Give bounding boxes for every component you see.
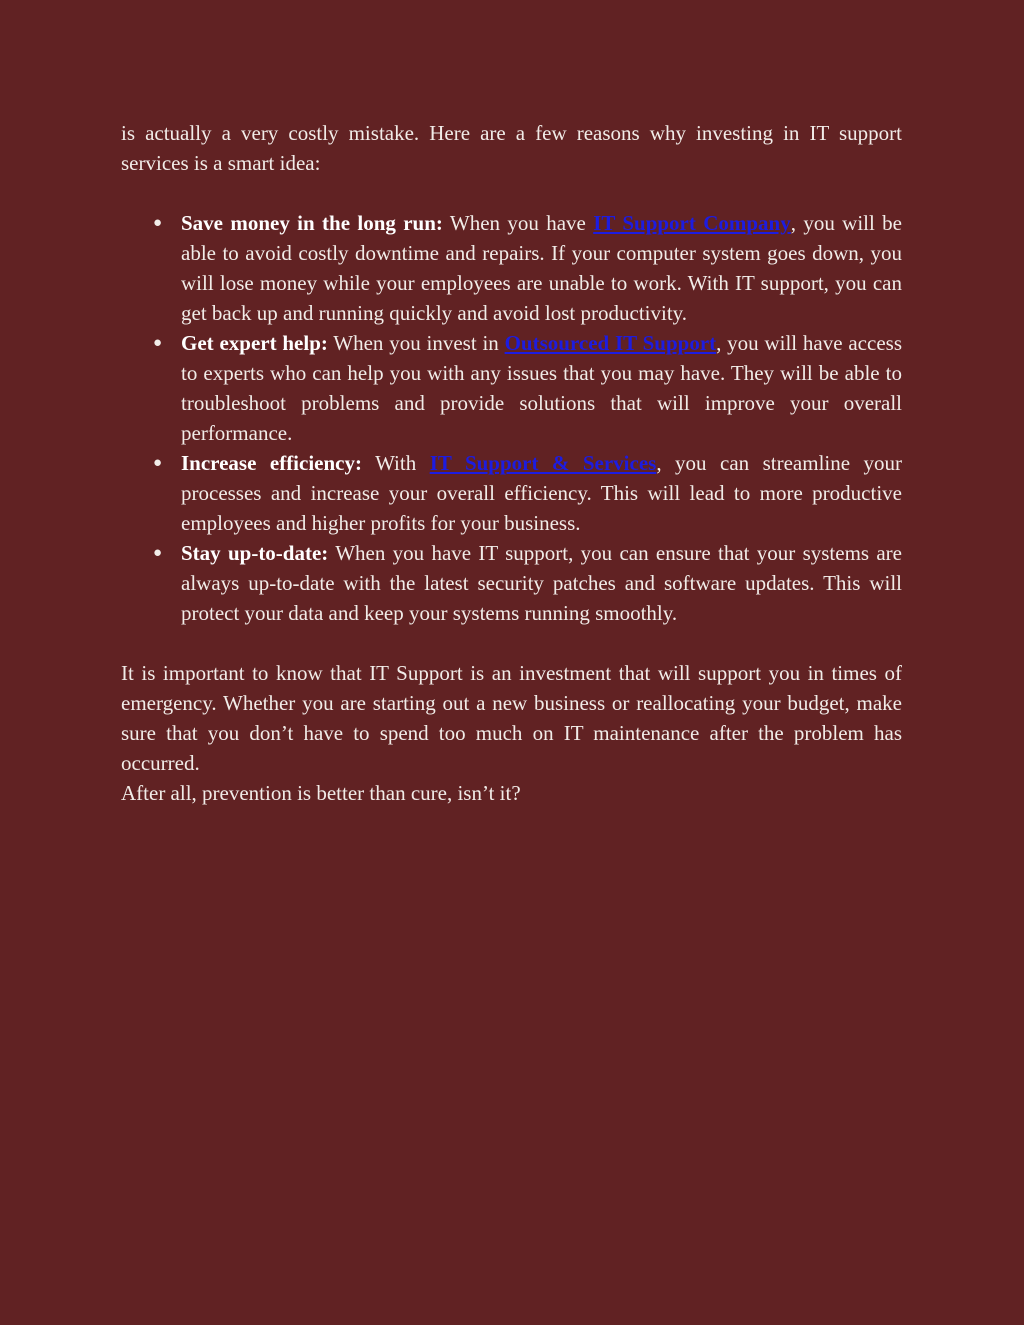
list-item-save-money [153,208,903,328]
list-item-up-to-date [153,538,902,628]
bullet-text: When you have IT support, you can ensure that your systems are always up-to-date with the latest security patches and software updates. This will protect your data and keep your systems running smoothly. [181,541,902,625]
bullet-heading: Stay up-to-date: [181,541,329,565]
bullet-text: When you invest in [327,331,505,355]
bullet-text: With [362,451,430,475]
bullet-text: When you have [442,211,594,235]
bullet-heading: Increase efficiency: [181,451,362,475]
bullet-text: , you will be able to avoid costly downtime and repairs. If your computer system goes down, you will lose money while your employees are unable to work. With IT support, you can get back up and running quickly and avoid lost productivity. [181,211,903,325]
spacer [121,178,902,208]
spacer [121,628,902,658]
intro-paragraph: is actually a very costly mistake. Here are a few reasons why investing in IT support services is a smart idea: [121,121,902,175]
bullet-icon: ● [153,545,163,561]
document-body [121,118,902,808]
bullet-icon: ● [153,455,163,471]
it-support-services-link[interactable]: IT Support & Services [429,451,657,475]
bullet-text: , you can streamline your processes and increase your overall efficiency. This will lead to more productive employees and higher profits for your business. [181,451,903,535]
closing-paragraph: It is important to know that IT Support is an investment that will support you in times of emergency. Whether you are starting out a new business or reallocating your budget, make sure that you don’t have to spend too much on IT maintenance after the problem has occurred. [121,661,902,775]
list-item-expert-help [153,328,902,448]
list-item-efficiency [153,448,903,538]
reasons-list [121,208,902,628]
bullet-text: , you will have access to experts who can help you with any issues that you may have. They will be able to troubleshoot problems and provide solutions that will improve your overall performance. [181,331,902,445]
bullet-heading: Save money in the long run: [181,211,443,235]
bullet-icon: ● [153,215,163,231]
bullet-heading: Get expert help: [181,331,328,355]
closing-last-line: After all, prevention is better than cure, isn’t it? [121,781,521,805]
bullet-icon: ● [153,335,163,351]
outsourced-it-support-link[interactable]: Outsourced IT Support [504,331,717,355]
it-support-company-link[interactable]: IT Support Company [593,211,791,235]
